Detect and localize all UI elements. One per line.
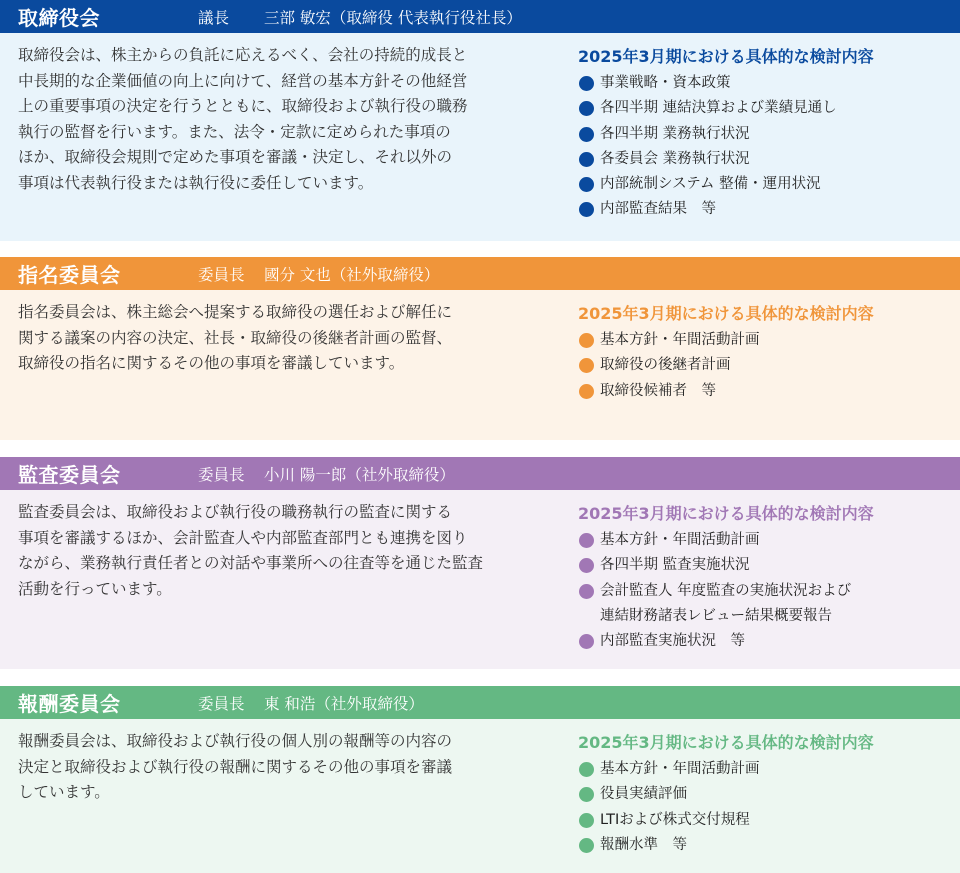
bullet-icon xyxy=(579,358,594,373)
audit-description: 監査委員会は、取締役および執行役の職務執行の監査に関する 事項を審議するほか、会計監査人や内部監査部門とも連携を図り ながら、業務執行責任者との対話や事業所への往査等を通じた監査 活動を行っています。 xyxy=(18,503,484,598)
bullet-icon xyxy=(579,127,594,142)
board-description: 取締役会は、株主からの負託に応えるべく、会社の持続的成長と 中長期的な企業価値の向上に向けて、経営の基本方針その他経営 上の重要事項の決定を行うとともに、取締役および執行役の職務 執行の監督を行います。また、法令・定款に定められた事項の ほか、取締役会規則で定めた事項を審議・決定し、それ以外の 事項は代表執行役または執行役に委任しています。 xyxy=(18,46,468,192)
audit-topics-heading: 2025年3月期における具体的な検討内容 xyxy=(578,504,874,523)
topic-text: 基本方針・年間活動計画 xyxy=(600,761,760,777)
bullet-icon xyxy=(579,838,594,853)
topic-item xyxy=(578,353,948,378)
bullet-icon xyxy=(579,384,594,399)
bullet-icon xyxy=(579,152,594,167)
topic-text: 各四半期 業務執行状況 xyxy=(600,125,750,142)
board-topic-list xyxy=(578,71,948,223)
nomination-description: 指名委員会は、株主総会へ提案する取締役の選任および解任に 関する議案の内容の決定、社長・取締役の後継者計画の監督、 取締役の指名に関するその他の事項を審議しています。 xyxy=(18,303,453,372)
topic-item xyxy=(578,147,948,172)
nomination-body xyxy=(0,290,960,440)
topic-item xyxy=(578,808,948,833)
audit-topic-list xyxy=(578,528,948,654)
board-topics xyxy=(578,46,948,223)
board-chair-role: 議長 xyxy=(198,8,230,27)
nomination-chair-role: 委員長 xyxy=(198,265,245,284)
board-header xyxy=(0,0,960,33)
bullet-icon xyxy=(579,558,594,573)
nomination-section xyxy=(0,257,960,440)
topic-item xyxy=(578,579,948,630)
topic-text: 会計監査人 年度監査の実施状況および 連結財務諸表レビュー結果概要報告 xyxy=(600,582,852,624)
topic-text: 取締役候補者 等 xyxy=(600,382,716,399)
bullet-icon xyxy=(579,533,594,548)
board-topics-heading: 2025年3月期における具体的な検討内容 xyxy=(578,47,874,66)
audit-title: 監査委員会 xyxy=(18,463,121,487)
nomination-topics-heading: 2025年3月期における具体的な検討内容 xyxy=(578,304,874,323)
topic-text: 各四半期 監査実施状況 xyxy=(600,557,750,574)
bullet-icon xyxy=(579,634,594,649)
audit-chair-name: 小川 陽一郎（社外取締役） xyxy=(264,465,455,484)
compensation-description: 報酬委員会は、取締役および執行役の個人別の報酬等の内容の 決定と取締役および執行役の報酬に関するその他の事項を審議 しています。 xyxy=(18,732,453,801)
topic-text: 内部監査結果 等 xyxy=(600,201,716,218)
topic-text: 基本方針・年間活動計画 xyxy=(600,332,760,348)
board-body xyxy=(0,33,960,241)
compensation-title: 報酬委員会 xyxy=(18,692,121,716)
audit-section xyxy=(0,457,960,669)
bullet-icon xyxy=(579,584,594,599)
topic-item xyxy=(578,172,948,197)
compensation-chair-name: 東 和浩（社外取締役） xyxy=(264,694,424,713)
topic-item xyxy=(578,629,948,654)
topic-item xyxy=(578,757,948,782)
topic-text: 各委員会 業務執行状況 xyxy=(600,150,750,167)
topic-text: LTIおよび株式交付規程 xyxy=(600,811,750,828)
compensation-chair-role: 委員長 xyxy=(198,694,245,713)
nomination-topics xyxy=(578,303,948,404)
bullet-icon xyxy=(579,177,594,192)
board-title: 取締役会 xyxy=(18,6,100,30)
topic-item xyxy=(578,197,948,222)
bullet-icon xyxy=(579,762,594,777)
audit-topics xyxy=(578,503,948,654)
topic-text: 基本方針・年間活動計画 xyxy=(600,532,760,548)
nomination-title: 指名委員会 xyxy=(18,263,121,287)
topic-item xyxy=(578,328,948,353)
audit-header xyxy=(0,457,960,490)
nomination-header xyxy=(0,257,960,290)
bullet-icon xyxy=(579,101,594,116)
audit-body xyxy=(0,490,960,669)
topic-item xyxy=(578,71,948,96)
compensation-topics-heading: 2025年3月期における具体的な検討内容 xyxy=(578,733,874,752)
topic-text: 取締役の後継者計画 xyxy=(600,357,731,374)
nomination-chair-name: 國分 文也（社外取締役） xyxy=(264,265,440,284)
bullet-icon xyxy=(579,76,594,91)
topic-item xyxy=(578,122,948,147)
topic-text: 役員実績評価 xyxy=(600,786,687,803)
topic-text: 内部監査実施状況 等 xyxy=(600,633,745,650)
topic-item xyxy=(578,96,948,121)
audit-chair-role: 委員長 xyxy=(198,465,245,484)
topic-item xyxy=(578,379,948,404)
topic-text: 報酬水準 等 xyxy=(600,836,687,853)
topic-text: 事業戦略・資本政策 xyxy=(600,75,731,91)
board-section xyxy=(0,0,960,241)
topic-text: 内部統制システム 整備・運用状況 xyxy=(600,176,821,193)
compensation-topics xyxy=(578,732,948,858)
board-chair-name: 三部 敏宏（取締役 代表執行役社長） xyxy=(264,8,522,27)
compensation-body xyxy=(0,719,960,873)
bullet-icon xyxy=(579,813,594,828)
topic-item xyxy=(578,553,948,578)
topic-item xyxy=(578,782,948,807)
compensation-topic-list xyxy=(578,757,948,858)
bullet-icon xyxy=(579,202,594,217)
topic-item xyxy=(578,528,948,553)
topic-text: 各四半期 連結決算および業績見通し xyxy=(600,100,837,117)
topic-item xyxy=(578,833,948,858)
nomination-topic-list xyxy=(578,328,948,404)
compensation-header xyxy=(0,686,960,719)
compensation-section xyxy=(0,686,960,873)
bullet-icon xyxy=(579,333,594,348)
bullet-icon xyxy=(579,787,594,802)
